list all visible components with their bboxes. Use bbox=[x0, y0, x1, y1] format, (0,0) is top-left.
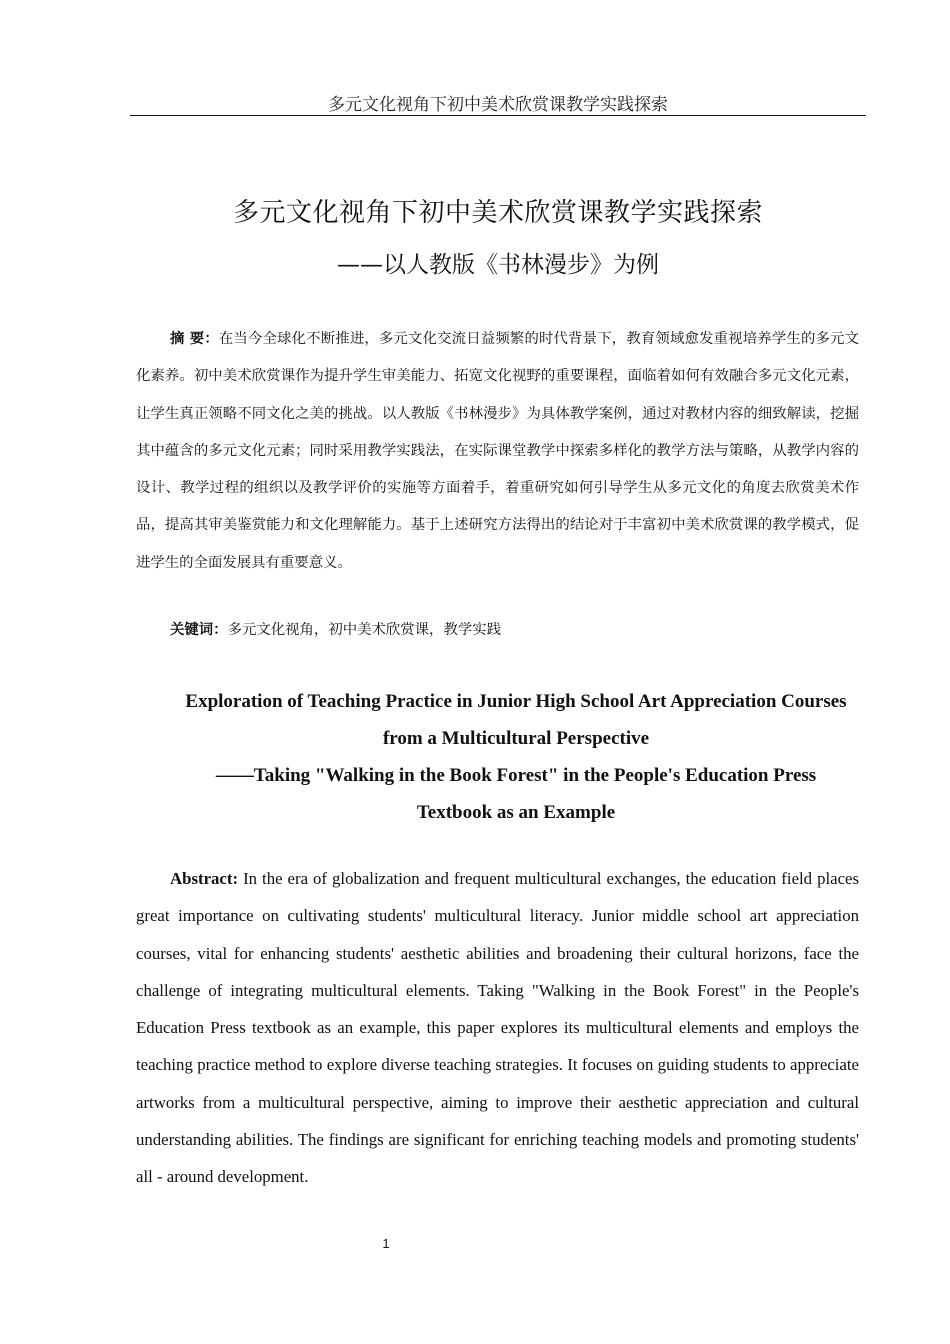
title-en-line-2: from a Multicultural Perspective bbox=[382, 728, 650, 749]
abstract-cn-text: 在当今全球化不断推进，多元文化交流日益频繁的时代背景下，教育领域愈发重视培养学生的多元文化素养。初中美术欣赏课作为提升学生审美能力、拓宽文化视野的重要课程，面临着如何有效融合多元文化元素，让学生真正领略不同文化之美的挑战。以人教版《书林漫步》为具体教学案例，通过对教材内容的细致解读，挖掘其中蕴含的多元文化元素；同时采用教学实践法，在实际课堂教学中探索多样化的教学方法与策略，从教学内容的设计、教学过程的组织以及教学评价的实施等方面着手，着重研究如何引导学生从多元文化的角度去欣赏美术作品，提高其审美鉴赏能力和文化理解能力。基于上述研究方法得出的结论对于丰富初中美术欣赏课的教学模式，促进学生的全面发展具有重要意义。 bbox=[136, 331, 859, 571]
title-en-line-4: Textbook as an Example bbox=[416, 802, 616, 823]
title-en-line-3: ——Taking "Walking in the Book Forest" in the People's Education Press bbox=[215, 765, 817, 786]
paper-subtitle-cn: ——以人教版《书林漫步》为例 bbox=[337, 252, 659, 278]
running-header: 多元文化视角下初中美术欣赏课教学实践探索 bbox=[328, 95, 668, 115]
paper-title-cn: 多元文化视角下初中美术欣赏课教学实践探索 bbox=[232, 198, 763, 228]
abstract-en-label: Abstract: bbox=[170, 869, 239, 888]
abstract-en-text: In the era of globalization and frequent multicultural exchanges, the education field places great importance on cultivating students' multicultural literacy. Junior middle school art appreciation courses, vital for enhancing students' aesthetic abilities and broadening their cultural horizons, face the challenge of integrating multicultural elements. Taking "Walking in the Book Forest" in the People's Education Press textbook as an example, this paper explores its multicultural elements and employs the teaching practice method to explore diverse teaching strategies. It focuses on guiding students to appreciate artworks from a multicultural perspective, aiming to improve their aesthetic appreciation and cultural understanding abilities. The findings are significant for enriching teaching models and promoting students' all - around development. bbox=[136, 869, 859, 1187]
abstract-cn bbox=[136, 320, 859, 582]
paper-title-en bbox=[136, 683, 896, 831]
keywords-cn-text: 多元文化视角，初中美术欣赏课，教学实践 bbox=[227, 622, 502, 638]
keywords-cn-label: 关键词： bbox=[170, 621, 228, 638]
abstract-en bbox=[136, 860, 859, 1196]
header-rule bbox=[130, 115, 866, 116]
page-number: 1 bbox=[382, 1236, 390, 1251]
keywords-cn bbox=[170, 618, 860, 642]
title-en-line-1: Exploration of Teaching Practice in Junior High School Art Appreciation Courses bbox=[185, 691, 847, 712]
abstract-cn-label: 摘 要： bbox=[170, 330, 219, 347]
